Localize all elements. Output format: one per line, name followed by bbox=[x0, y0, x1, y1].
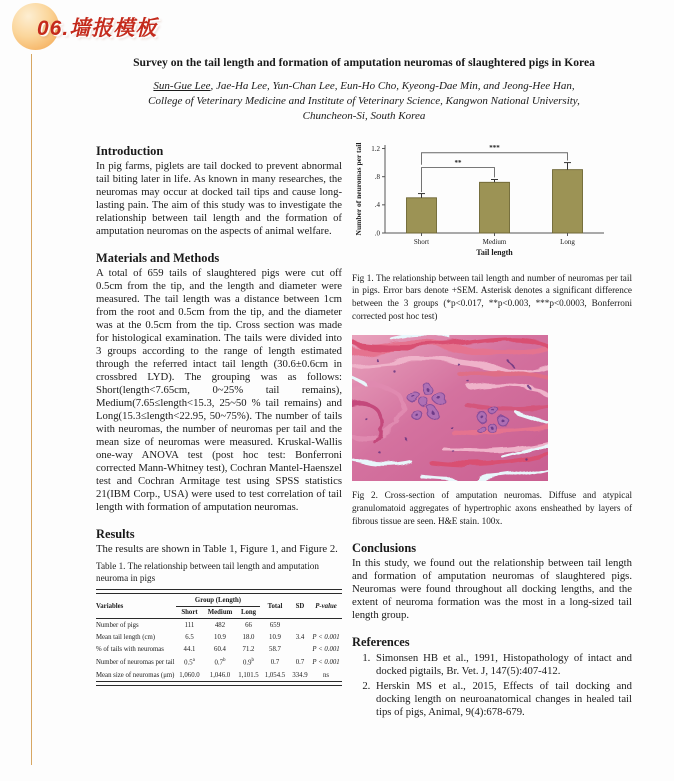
table-cell: % of tails with neuromas bbox=[96, 645, 164, 653]
table-cell: 6.5 bbox=[185, 633, 194, 641]
svg-text:Short: Short bbox=[413, 237, 430, 246]
table-cell: 3.4 bbox=[295, 633, 305, 641]
table-cell: 0.7 bbox=[270, 658, 280, 666]
methods-heading: Materials and Methods bbox=[96, 250, 220, 265]
table-cell bbox=[290, 618, 310, 631]
table-cell: 1,046.0 bbox=[209, 671, 231, 679]
table-row bbox=[96, 618, 342, 631]
fig2-caption: Fig 2. Cross-section of amputation neuromas. Diffuse and atypical granulomatoid aggregates of hypertrophic axons ensheathed by layers of fibrous tissue are seen. H&E stain. 100x. bbox=[352, 490, 632, 526]
table-bottom-rule bbox=[96, 681, 342, 686]
table-caption: Table 1. The relationship between tail length and amputation neuroma in pigs bbox=[96, 560, 319, 584]
left-accent-line bbox=[31, 54, 32, 765]
figure2 bbox=[352, 335, 632, 481]
table-cell: 1,101.5 bbox=[238, 671, 259, 679]
table-cell: 1,060.0 bbox=[179, 671, 200, 679]
table-cell: Number of pigs bbox=[96, 621, 139, 629]
figure1 bbox=[352, 141, 632, 264]
svg-text:.0: .0 bbox=[374, 228, 380, 237]
methods-text: A total of 659 tails of slaughtered pigs were cut off 0.5cm from the tip, and the length and diameter were measured. The tail length was a distance between 1cm from the root and 0.5cm from the tip, and the diameter was at the 0.5cm from the tip. Cross section was made for histological examination. The tails were divided into 3 groups according to the range of length estimated through the referred intact tail length (30.6±0.6cm in crossbred LYD). The grouping was as follows: Short(length<7.65cm, 0~25% tail remains), Medium(7.65≤length<15.3, 25~50 % tail remains) and Long(15.3≤length<22.95, 50~75%). The number of tails with neuromas, the number of neuromas per tail and the mean size of neuromas were measured. Kruskal-Wallis one-way ANOVA test (post hoc test: Bonferroni corrected Mann-Whitney test), Cochran Mantel-Haenszel test and Cochran Armitage test using SPSS statistics 21(IBM Corp., USA) were used to test correlation of tail length with formation of amputation neuromas. bbox=[96, 266, 343, 513]
results-table bbox=[96, 595, 342, 681]
table-row bbox=[96, 631, 342, 643]
introduction-heading: Introduction bbox=[96, 143, 164, 158]
table-top-rule bbox=[96, 589, 342, 594]
coauthors: , Jae-Ha Lee, Yun-Chan Lee, Eun-Ho Cho, Kyeong-Dae Min, and Jeong-Hee Han, bbox=[210, 80, 575, 93]
col-medium: Medium bbox=[207, 608, 233, 616]
col-group-length: Group (Length) bbox=[176, 595, 260, 607]
table-cell: 60.4 bbox=[214, 645, 226, 653]
table-cell: 0.7 bbox=[295, 658, 305, 666]
svg-text:.8: .8 bbox=[374, 172, 380, 181]
col-long: Long bbox=[240, 608, 257, 616]
affiliation-line1: College of Veterinary Medicine and Institute of Veterinary Science, Kangwon National University, bbox=[148, 95, 580, 108]
left-column bbox=[96, 139, 342, 721]
table-cell: Mean size of neuromas (μm) bbox=[96, 671, 175, 679]
table-cell: 58.7 bbox=[269, 645, 281, 653]
table-cell: P < 0.001 bbox=[312, 658, 340, 666]
table-cell: P < 0.001 bbox=[312, 645, 340, 653]
table-cell: Number of neuromas per tail bbox=[96, 658, 175, 666]
table-row bbox=[96, 655, 342, 668]
table-cell: 18.0 bbox=[242, 633, 255, 641]
svg-text:Long: Long bbox=[560, 237, 575, 246]
reference-item: 2. Herskin MS et al., 2015, Effects of tail docking and docking length on neuroanatomical changes in healed tail tips of pigs, Animal, 9(4):678-679. bbox=[373, 680, 632, 719]
svg-text:.4: .4 bbox=[374, 200, 380, 209]
svg-text:**: ** bbox=[454, 158, 462, 167]
svg-text:Number of neuromas per tail: Number of neuromas per tail bbox=[354, 142, 363, 236]
svg-text:Medium: Medium bbox=[482, 237, 507, 246]
table-cell: 66 bbox=[245, 621, 252, 629]
table-cell: 71.2 bbox=[242, 645, 255, 653]
col-pvalue: P-value bbox=[315, 602, 337, 610]
table-cell: Mean tail length (cm) bbox=[96, 633, 156, 641]
svg-text:Tail length: Tail length bbox=[476, 247, 513, 257]
table-cell: 0.7$^b$ bbox=[214, 658, 226, 667]
right-column bbox=[352, 139, 632, 721]
svg-text:1.2: 1.2 bbox=[371, 144, 380, 153]
conclusions-text: In this study, we found out the relationship between tail length and formation of amputation neuromas of slaughtered pigs. Neuromas were found throughout all docking lengths, and the extent of neuroma formation was the most in a long-sized tail length group. bbox=[352, 556, 632, 621]
table-cell: 0.9$^b$ bbox=[243, 658, 254, 667]
poster bbox=[96, 55, 632, 721]
table-cell: 10.9 bbox=[214, 633, 226, 641]
table-cell bbox=[290, 643, 310, 655]
table-cell: 1,054.5 bbox=[264, 671, 286, 679]
column-gap bbox=[342, 139, 352, 721]
first-author: Sun-Gue Lee bbox=[153, 80, 211, 93]
results-heading: Results bbox=[96, 526, 135, 541]
table-row bbox=[96, 669, 342, 681]
table-body bbox=[96, 618, 342, 681]
poster-authors bbox=[96, 79, 632, 125]
conclusions-heading: Conclusions bbox=[352, 540, 417, 555]
col-short: Short bbox=[181, 608, 198, 616]
table-cell: 44.1 bbox=[183, 645, 196, 653]
introduction-text: In pig farms, piglets are tail docked to prevent abnormal tail biting later in life. As known in many researches, the neuromas may occur at docked tail tips and cause long-lasting pain. The aim of this study was to investigate the relationship between tail length and the formation of amputation neuromas on the aspects of animal welfare. bbox=[96, 159, 342, 237]
table-row bbox=[96, 643, 342, 655]
col-variables: Variables bbox=[96, 602, 124, 610]
svg-text:***: *** bbox=[489, 143, 500, 152]
table-cell: 482 bbox=[214, 621, 226, 629]
table-cell: 111 bbox=[184, 621, 195, 629]
fig2-histology-image bbox=[352, 335, 548, 481]
references-heading: References bbox=[352, 634, 410, 649]
col-total: Total bbox=[267, 602, 283, 610]
table-header bbox=[96, 595, 342, 619]
references-list bbox=[352, 652, 632, 719]
poster-title: Survey on the tail length and formation of amputation neuromas of slaughtered pigs in Korea bbox=[133, 56, 595, 69]
table-cell: ns bbox=[322, 671, 330, 679]
table-cell bbox=[310, 618, 342, 631]
col-sd: SD bbox=[295, 602, 305, 610]
table-cell: 334.9 bbox=[292, 671, 308, 679]
fig1-caption: Fig 1. The relationship between tail length and number of neuromas per tail in pigs. Error bars denote +SEM. Asterisk denotes a significant difference between the 3 groups (*p<0.017, **p<0.003, ***p<0.0003, Bonferroni corrected post hoc test) bbox=[352, 272, 632, 322]
fig1-chart bbox=[352, 141, 614, 259]
affiliation-line2: Chuncheon-Si, South Korea bbox=[302, 110, 426, 123]
template-badge-label: 06.墙报模板 bbox=[37, 17, 158, 40]
results-text: The results are shown in Table 1, Figure 1, and Figure 2. bbox=[96, 542, 338, 555]
table-cell: 0.5$^a$ bbox=[184, 658, 195, 667]
table-cell: P < 0.001 bbox=[312, 633, 340, 641]
poster-columns bbox=[96, 139, 632, 721]
table-cell: 659 bbox=[269, 621, 281, 629]
reference-item: 1. Simonsen HB et al., 1991, Histopathology of intact and docked pigtails, Br. Vet. J, 147(5):407-412. bbox=[373, 652, 632, 678]
table-cell: 10.9 bbox=[269, 633, 281, 641]
